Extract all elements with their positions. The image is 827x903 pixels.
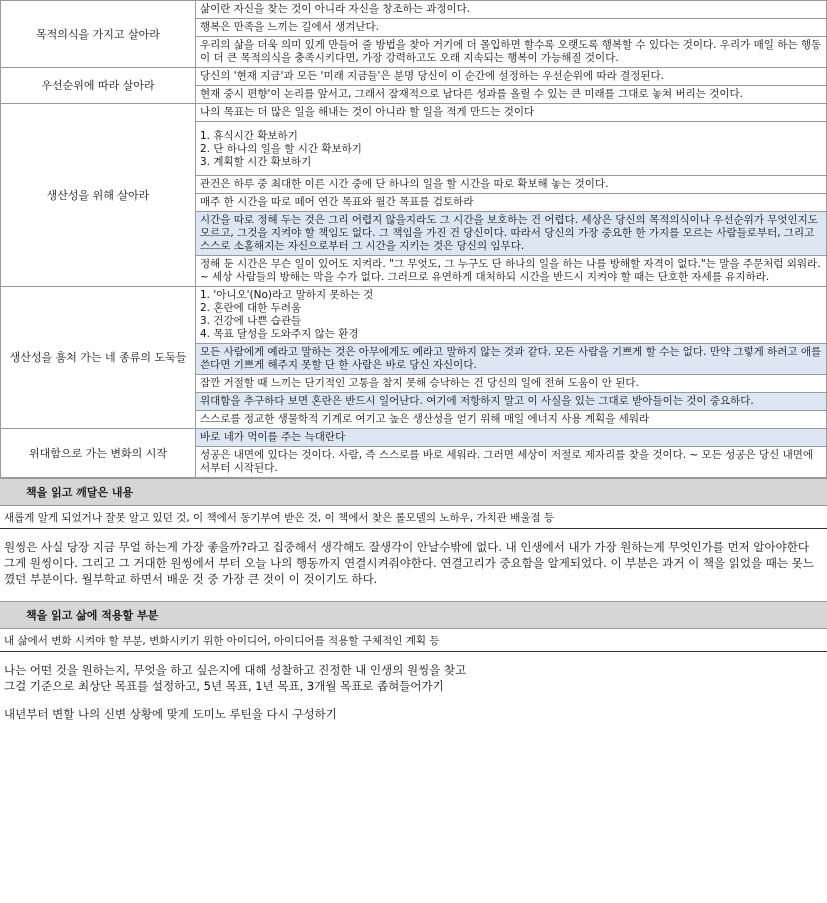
table-cell: 매주 한 시간을 따로 떼어 연간 목표와 월간 목표를 검토하라 [196,194,827,212]
section-header-insights: 책을 읽고 깨달은 내용 [0,478,827,506]
table-cell: 위대함을 추구하다 보면 혼란은 반드시 일어난다. 여기에 저항하지 말고 이 사실을 있는 그대로 받아들이는 것이 중요하다. [196,393,827,411]
list-item: 2. 혼란에 대한 두려움 [200,302,302,314]
paragraph: 원씽은 사실 당장 지금 무얼 하는게 가장 좋을까?라고 집중해서 생각해도 잘생각이 안날수밖에 없다. 내 인생에서 내가 가장 원하는게 무엇인가를 먼저 알아야한다 그게 원씽이다. 그리고 그 거대한 원씽에서 부터 오늘 나의 행동까지 연결시켜줘야한다. 연결고리가 중요함을 알게되었다. 이 부분은 과거 이 책을 읽었을 때는 못느꼈던 부분이다. 월부학교 하면서 배운 것 중 가장 큰 것이 이 것이기도 하다. [4,540,814,586]
table-cell: 성공은 내면에 있다는 것이다. 사람, 즉 스스로를 바로 세워라. 그러면 세상이 저절로 제자리를 찾을 것이다. ~ 모든 성공은 당신 내면에서부터 시작된다. [196,447,827,478]
paragraph-line: 그걸 기준으로 최상단 목표를 설정하고, 5년 목표, 1년 목표, 3개월 목표로 좁혀들어가기 [4,679,444,693]
table-cell: 우리의 삶을 더욱 의미 있게 만들어 줄 방법을 찾아 거기에 더 몰입하면 할수록 오랫도록 행복할 수 있다는 것이다. 우리가 매일 하는 행동이 더 큰 목적의식을 충족시키다면, 가장 강력하고도 오래 지속되는 행복이 가능해질 것이다. [196,37,827,68]
section-subtitle: 내 삶에서 변화 시켜야 할 부분, 변화시키기 위한 아이디어, 아이디어를 적용할 구체적인 계획 등 [0,629,827,652]
table-cell: 행복은 만족을 느끼는 길에서 생겨난다. [196,19,827,37]
list-item: 1. 휴식시간 확보하기 [200,130,298,142]
table-cell: 바로 네가 먹이를 주는 늑대란다 [196,429,827,447]
table-row [1,287,827,344]
table-row [1,429,827,447]
list-item: 1. '아니오'(No)라고 말하지 못하는 것 [200,289,374,301]
table-cell: 당신의 '현재 지금'과 모든 '미래 지금들'은 분명 당신이 이 순간에 설정하는 우선순위에 따라 결정된다. [196,68,827,86]
list-item: 4. 목표 달성을 도와주지 않는 환경 [200,328,359,340]
table-row [1,68,827,86]
table-cell: 삶이란 자신을 찾는 것이 아니라 자신을 창조하는 과정이다. [196,1,827,19]
table-row [1,104,827,122]
list-item: 3. 계획할 시간 확보하기 [200,156,312,168]
row-label-greatness: 위대함으로 가는 변화의 시작 [1,429,196,478]
row-label-purpose: 목적의식을 가지고 살아라 [1,1,196,68]
paragraph-line: 나는 어떤 것을 원하는지, 무엇을 하고 싶은지에 대해 성찰하고 진정한 내 인생의 원씽을 찾고 [4,663,467,677]
list-item: 3. 건강에 나쁜 습관들 [200,315,302,327]
table-cell-list [196,287,827,344]
section-body [0,652,827,726]
row-label-thieves: 생산성을 훔쳐 가는 네 종류의 도둑들 [1,287,196,429]
table-cell: 잠깐 거절할 때 느끼는 단기적인 고통을 참지 못해 승낙하는 건 당신의 일에 전혀 도움이 안 된다. [196,375,827,393]
row-label-productivity: 생산성을 위해 살아라 [1,104,196,287]
table-cell-list [196,122,827,176]
table-cell: 현재 중시 편향'이 논리를 앞서고, 그래서 잠재적으로 남다른 성과를 올릴 수 있는 큰 미래를 그대로 놓쳐 버리는 것이다. [196,86,827,104]
table-cell: 시간을 따로 정해 두는 것은 그리 어렵지 않을지라도 그 시간을 보호하는 건 어렵다. 세상은 당신의 목적의식이나 우선순위가 무엇인지도 모르고, 그것을 지켜야 할 책임도 없다. 그 책임을 가진 건 당신이다. 따라서 당신의 가장 중요한 한 가지를 모르는 사람들로부터, 그리고 스스로 소홀해지는 자신으로부터 그 시간을 지키는 것은 당신의 임무다. [196,212,827,256]
paragraph: 내년부터 변할 나의 신변 상황에 맞게 도미노 루틴을 다시 구성하기 [4,707,337,721]
table-cell: 나의 목표는 더 많은 일을 해내는 것이 아니라 할 일을 적게 만드는 것이다 [196,104,827,122]
table-cell: 정해 둔 시간은 무슨 일이 있어도 지켜라. "그 무엇도, 그 누구도 단 하나의 일을 하는 나를 방해할 자격이 없다."는 말을 주문처럼 외워라. ~ 세상 사람들의 방해는 막을 수가 없다. 그러므로 유연하게 대처하되 시간을 반드시 지켜야 할 때는 단호한 자세를 유지하라. [196,256,827,287]
section-body [0,529,827,591]
section-header-apply: 책을 읽고 삶에 적용할 부분 [0,601,827,629]
table-cell: 스스로를 정교한 생물학적 기계로 여기고 높은 생산성을 얻기 위해 매일 에너지 사용 계획을 세워라 [196,411,827,429]
table-cell: 모든 사람에게 예라고 말하는 것은 아무에게도 예라고 말하지 않는 것과 같다. 모든 사람을 기쁘게 할 수는 없다. 만약 그렇게 하려고 애를 쓴다면 기쁘게 해주지 못할 단 한 사람은 바로 당신 자신이다. [196,344,827,375]
table-cell: 관건은 하루 중 최대한 이른 시간 중에 단 하나의 일을 할 시간을 따로 확보해 놓는 것이다. [196,176,827,194]
list [200,289,822,341]
section-subtitle: 새롭게 알게 되었거나 잘못 알고 있던 것, 이 책에서 동기부여 받은 것, 이 책에서 찾은 롤모델의 노하우, 가치관 배울점 등 [0,506,827,529]
row-label-priority: 우선순위에 따라 살아라 [1,68,196,104]
list [200,130,822,169]
list-item: 2. 단 하나의 일을 할 시간 확보하기 [200,143,362,155]
table-row [1,1,827,19]
